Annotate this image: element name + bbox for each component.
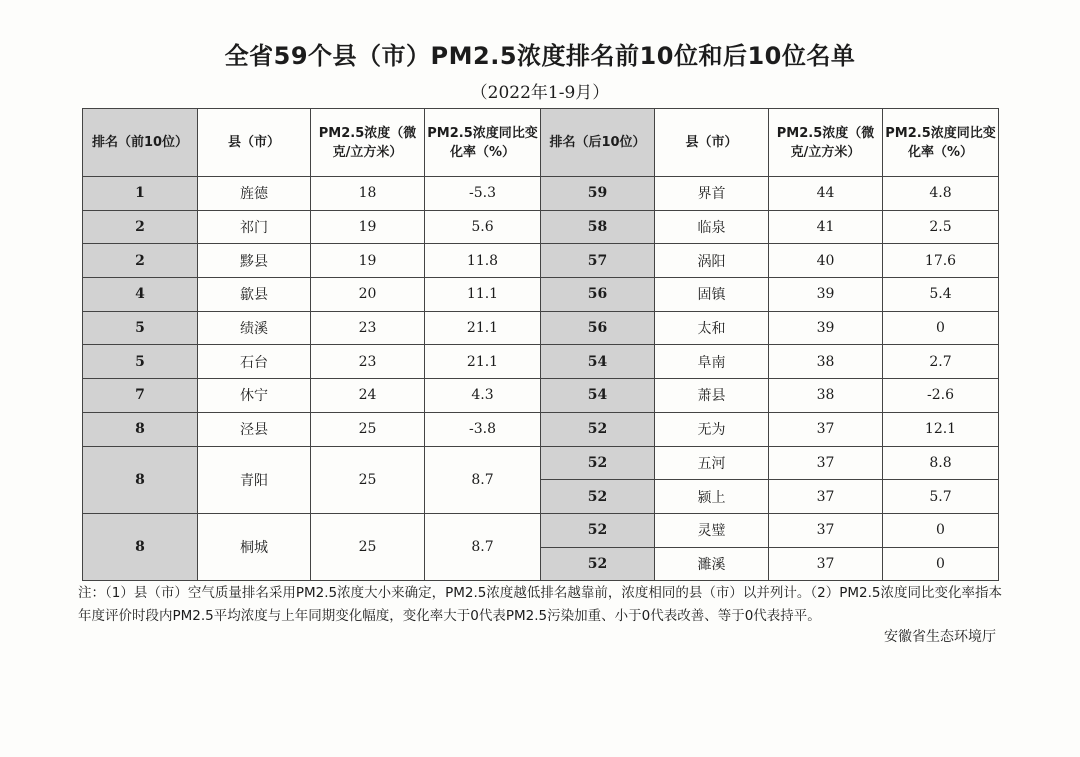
top-county: 休宁 — [198, 379, 311, 413]
bottom-rank: 56 — [541, 278, 655, 312]
top-rank: 2 — [83, 244, 198, 278]
ranking-table — [82, 108, 999, 581]
top-rank: 5 — [83, 311, 198, 345]
top-rank: 8 — [83, 446, 198, 513]
bottom-pm25: 37 — [769, 513, 883, 547]
top-change: 11.1 — [425, 278, 541, 312]
header-county-right: 县（市） — [655, 109, 769, 177]
top-county: 歙县 — [198, 278, 311, 312]
bottom-change: 5.4 — [883, 278, 999, 312]
bottom-pm25: 37 — [769, 547, 883, 581]
bottom-county: 阜南 — [655, 345, 769, 379]
top-rank: 4 — [83, 278, 198, 312]
bottom-pm25: 38 — [769, 345, 883, 379]
bottom-county: 临泉 — [655, 210, 769, 244]
bottom-change: 0 — [883, 311, 999, 345]
header-change-left: PM2.5浓度同比变化率（%） — [425, 109, 541, 177]
bottom-county: 固镇 — [655, 278, 769, 312]
top-pm25: 25 — [311, 513, 425, 580]
top-county: 祁门 — [198, 210, 311, 244]
issuing-organization: 安徽省生态环境厅 — [884, 629, 996, 645]
top-pm25: 19 — [311, 210, 425, 244]
top-change: -5.3 — [425, 177, 541, 211]
top-rank: 8 — [83, 412, 198, 446]
header-county-left: 县（市） — [198, 109, 311, 177]
bottom-pm25: 37 — [769, 412, 883, 446]
bottom-county: 太和 — [655, 311, 769, 345]
top-change: 4.3 — [425, 379, 541, 413]
table-row — [83, 513, 999, 547]
top-county: 旌德 — [198, 177, 311, 211]
bottom-pm25: 39 — [769, 311, 883, 345]
bottom-rank: 54 — [541, 345, 655, 379]
top-pm25: 25 — [311, 412, 425, 446]
bottom-county: 濉溪 — [655, 547, 769, 581]
header-rank-bottom: 排名（后10位） — [541, 109, 655, 177]
table-row — [83, 412, 999, 446]
bottom-change: 0 — [883, 513, 999, 547]
bottom-change: 0 — [883, 547, 999, 581]
top-pm25: 23 — [311, 311, 425, 345]
top-change: 8.7 — [425, 446, 541, 513]
bottom-rank: 52 — [541, 446, 655, 480]
bottom-pm25: 37 — [769, 480, 883, 514]
top-county: 青阳 — [198, 446, 311, 513]
table-row — [83, 379, 999, 413]
bottom-pm25: 41 — [769, 210, 883, 244]
bottom-rank: 54 — [541, 379, 655, 413]
bottom-rank: 52 — [541, 547, 655, 581]
top-rank: 5 — [83, 345, 198, 379]
bottom-change: 8.8 — [883, 446, 999, 480]
top-change: 5.6 — [425, 210, 541, 244]
table-row — [83, 446, 999, 480]
top-change: 21.1 — [425, 345, 541, 379]
top-change: 8.7 — [425, 513, 541, 580]
top-county: 黟县 — [198, 244, 311, 278]
top-rank: 7 — [83, 379, 198, 413]
top-county: 泾县 — [198, 412, 311, 446]
top-pm25: 23 — [311, 345, 425, 379]
bottom-rank: 52 — [541, 480, 655, 514]
top-pm25: 25 — [311, 446, 425, 513]
bottom-rank: 57 — [541, 244, 655, 278]
bottom-county: 颍上 — [655, 480, 769, 514]
table-row — [83, 177, 999, 211]
bottom-rank: 59 — [541, 177, 655, 211]
bottom-pm25: 38 — [769, 379, 883, 413]
header-concentration-left: PM2.5浓度（微克/立方米） — [311, 109, 425, 177]
top-rank: 1 — [83, 177, 198, 211]
bottom-change: 2.5 — [883, 210, 999, 244]
header-concentration-right: PM2.5浓度（微克/立方米） — [769, 109, 883, 177]
table-row — [83, 311, 999, 345]
bottom-rank: 58 — [541, 210, 655, 244]
top-change: 11.8 — [425, 244, 541, 278]
bottom-pm25: 39 — [769, 278, 883, 312]
bottom-pm25: 44 — [769, 177, 883, 211]
bottom-pm25: 40 — [769, 244, 883, 278]
document-subtitle: （2022年1-9月） — [470, 83, 610, 103]
bottom-change: 12.1 — [883, 412, 999, 446]
top-change: -3.8 — [425, 412, 541, 446]
bottom-county: 五河 — [655, 446, 769, 480]
bottom-county: 萧县 — [655, 379, 769, 413]
bottom-county: 界首 — [655, 177, 769, 211]
top-county: 桐城 — [198, 513, 311, 580]
header-rank-top: 排名（前10位） — [83, 109, 198, 177]
top-pm25: 18 — [311, 177, 425, 211]
top-county: 绩溪 — [198, 311, 311, 345]
table-row — [83, 278, 999, 312]
bottom-county: 无为 — [655, 412, 769, 446]
bottom-rank: 56 — [541, 311, 655, 345]
bottom-county: 灵璧 — [655, 513, 769, 547]
bottom-change: 2.7 — [883, 345, 999, 379]
bottom-pm25: 37 — [769, 446, 883, 480]
top-change: 21.1 — [425, 311, 541, 345]
top-pm25: 20 — [311, 278, 425, 312]
top-pm25: 24 — [311, 379, 425, 413]
footnote: 注：（1）县（市）空气质量排名采用PM2.5浓度大小来确定，PM2.5浓度越低排名越靠前，浓度相同的县（市）以并列计。（2）PM2.5浓度同比变化率指本年度评价时段内PM2.5平均浓度与上年同期变化幅度，变化率大于0代表PM2.5污染加重、小于0代表改善、等于0代表持平。 — [78, 585, 1002, 624]
bottom-change: 4.8 — [883, 177, 999, 211]
header-change-right: PM2.5浓度同比变化率（%） — [883, 109, 999, 177]
top-county: 石台 — [198, 345, 311, 379]
table-row — [83, 210, 999, 244]
bottom-change: 17.6 — [883, 244, 999, 278]
document-title: 全省59个县（市）PM2.5浓度排名前10位和后10位名单 — [224, 42, 856, 70]
bottom-change: -2.6 — [883, 379, 999, 413]
bottom-change: 5.7 — [883, 480, 999, 514]
table-row — [83, 345, 999, 379]
top-pm25: 19 — [311, 244, 425, 278]
bottom-county: 涡阳 — [655, 244, 769, 278]
bottom-rank: 52 — [541, 513, 655, 547]
top-rank: 8 — [83, 513, 198, 580]
table-row — [83, 244, 999, 278]
top-rank: 2 — [83, 210, 198, 244]
bottom-rank: 52 — [541, 412, 655, 446]
